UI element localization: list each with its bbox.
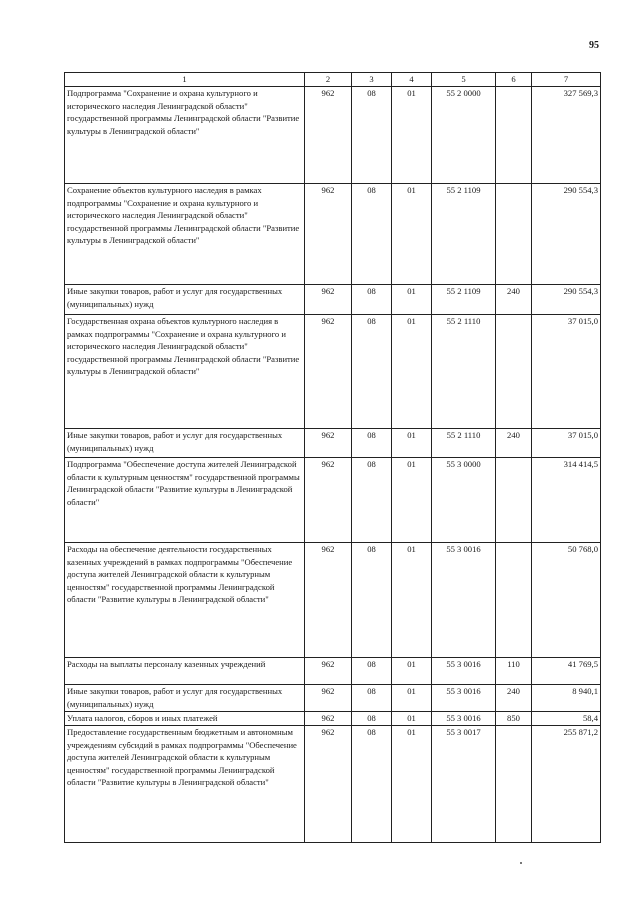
cell-col3: 08	[352, 458, 392, 543]
cell-col4: 01	[392, 658, 432, 685]
table-row	[65, 543, 601, 658]
column-header: 7	[532, 73, 601, 87]
cell-col6: 240	[496, 429, 532, 458]
table-row	[65, 285, 601, 315]
column-header: 3	[352, 73, 392, 87]
table-row	[65, 726, 601, 843]
cell-col2: 962	[305, 87, 352, 184]
cell-col5: 55 2 1110	[432, 429, 496, 458]
table-row	[65, 87, 601, 184]
column-header: 6	[496, 73, 532, 87]
cell-col4: 01	[392, 315, 432, 429]
cell-col5: 55 2 0000	[432, 87, 496, 184]
cell-col3: 08	[352, 726, 392, 843]
cell-col5: 55 2 1109	[432, 184, 496, 285]
cell-col3: 08	[352, 712, 392, 726]
cell-col7: 37 015,0	[532, 429, 601, 458]
cell-col3: 08	[352, 658, 392, 685]
budget-table	[64, 72, 601, 843]
cell-col5: 55 3 0016	[432, 543, 496, 658]
table-row	[65, 315, 601, 429]
cell-col7: 290 554,3	[532, 184, 601, 285]
row-name: Подпрограмма "Обеспечение доступа жителей Ленинградской области к культурным ценностям" государственной программы Ленинградской области "Развитие культуры в Ленинградской области"	[65, 458, 305, 543]
cell-col7: 50 768,0	[532, 543, 601, 658]
row-name: Сохранение объектов культурного наследия в рамках подпрограммы "Сохранение и охрана культурного и исторического наследия Ленинградской области" государственной программы Ленинградской области "Развитие культуры в Ленинградской области"	[65, 184, 305, 285]
cell-col5: 55 3 0016	[432, 658, 496, 685]
cell-col4: 01	[392, 726, 432, 843]
cell-col7: 314 414,5	[532, 458, 601, 543]
cell-col7: 58,4	[532, 712, 601, 726]
cell-col6: 850	[496, 712, 532, 726]
cell-col4: 01	[392, 184, 432, 285]
cell-col6	[496, 184, 532, 285]
cell-col7: 290 554,3	[532, 285, 601, 315]
cell-col6	[496, 726, 532, 843]
cell-col4: 01	[392, 429, 432, 458]
cell-col4: 01	[392, 543, 432, 658]
column-header: 5	[432, 73, 496, 87]
cell-col3: 08	[352, 184, 392, 285]
cell-col4: 01	[392, 87, 432, 184]
cell-col6	[496, 315, 532, 429]
table-row	[65, 685, 601, 712]
cell-col2: 962	[305, 184, 352, 285]
cell-col3: 08	[352, 87, 392, 184]
cell-col3: 08	[352, 315, 392, 429]
table-row	[65, 458, 601, 543]
cell-col7: 8 940,1	[532, 685, 601, 712]
cell-col2: 962	[305, 429, 352, 458]
cell-col2: 962	[305, 285, 352, 315]
table-row	[65, 712, 601, 726]
row-name: Иные закупки товаров, работ и услуг для государственных (муниципальных) нужд	[65, 685, 305, 712]
cell-col2: 962	[305, 658, 352, 685]
cell-col7: 37 015,0	[532, 315, 601, 429]
cell-col2: 962	[305, 685, 352, 712]
cell-col3: 08	[352, 429, 392, 458]
scan-speck	[520, 862, 522, 864]
cell-col7: 41 769,5	[532, 658, 601, 685]
cell-col5: 55 3 0016	[432, 685, 496, 712]
cell-col4: 01	[392, 712, 432, 726]
cell-col7: 255 871,2	[532, 726, 601, 843]
cell-col6	[496, 543, 532, 658]
cell-col3: 08	[352, 685, 392, 712]
column-header: 2	[305, 73, 352, 87]
row-name: Иные закупки товаров, работ и услуг для государственных (муниципальных) нужд	[65, 429, 305, 458]
column-header: 1	[65, 73, 305, 87]
cell-col3: 08	[352, 543, 392, 658]
row-name: Расходы на обеспечение деятельности государственных казенных учреждений в рамках подпрограммы "Обеспечение доступа жителей Ленинградской области к культурным ценностям" государственной программы Ленинградской области "Развитие культуры в Ленинградской области"	[65, 543, 305, 658]
column-header: 4	[392, 73, 432, 87]
cell-col3: 08	[352, 285, 392, 315]
cell-col6	[496, 458, 532, 543]
cell-col7: 327 569,3	[532, 87, 601, 184]
row-name: Иные закупки товаров, работ и услуг для государственных (муниципальных) нужд	[65, 285, 305, 315]
page-number: 95	[589, 40, 599, 51]
cell-col6: 240	[496, 685, 532, 712]
table-row	[65, 184, 601, 285]
cell-col6: 110	[496, 658, 532, 685]
cell-col6: 240	[496, 285, 532, 315]
row-name: Расходы на выплаты персоналу казенных учреждений	[65, 658, 305, 685]
row-name: Государственная охрана объектов культурного наследия в рамках подпрограммы "Сохранение и охрана культурного и исторического наследия Ленинградской области" государственной программы Ленинградской области "Развитие культуры в Ленинградской области"	[65, 315, 305, 429]
cell-col5: 55 3 0016	[432, 712, 496, 726]
cell-col5: 55 2 1110	[432, 315, 496, 429]
cell-col5: 55 3 0000	[432, 458, 496, 543]
cell-col2: 962	[305, 315, 352, 429]
cell-col5: 55 2 1109	[432, 285, 496, 315]
cell-col4: 01	[392, 285, 432, 315]
row-name: Уплата налогов, сборов и иных платежей	[65, 712, 305, 726]
cell-col2: 962	[305, 543, 352, 658]
cell-col4: 01	[392, 458, 432, 543]
cell-col2: 962	[305, 458, 352, 543]
cell-col6	[496, 87, 532, 184]
cell-col5: 55 3 0017	[432, 726, 496, 843]
table-header-row	[65, 73, 601, 87]
cell-col2: 962	[305, 712, 352, 726]
row-name: Предоставление государственным бюджетным и автономным учреждениям субсидий в рамках подпрограммы "Обеспечение доступа жителей Ленинградской области к культурным ценностям" государственной программы Ленинградской области "Развитие культуры в Ленинградской области"	[65, 726, 305, 843]
row-name: Подпрограмма "Сохранение и охрана культурного и исторического наследия Ленинградской области" государственной программы Ленинградской области "Развитие культуры в Ленинградской области"	[65, 87, 305, 184]
cell-col2: 962	[305, 726, 352, 843]
cell-col4: 01	[392, 685, 432, 712]
table-row	[65, 429, 601, 458]
table-row	[65, 658, 601, 685]
